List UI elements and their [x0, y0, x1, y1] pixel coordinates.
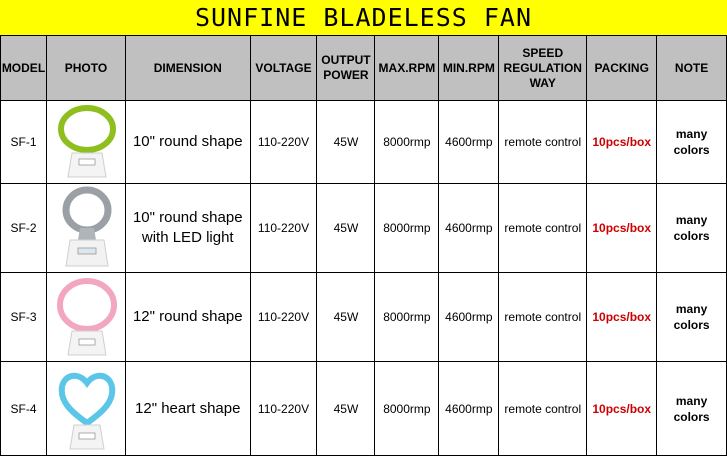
min-rpm-cell: 4600rmp [439, 101, 499, 184]
header-photo: PHOTO [46, 36, 125, 101]
note-cell: many colors [657, 101, 727, 184]
dimension-cell: 10" round shape [125, 101, 250, 184]
voltage-cell: 110-220V [250, 101, 317, 184]
note-cell: many colors [657, 362, 727, 456]
spec-table [0, 35, 727, 456]
min-rpm-cell: 4600rmp [439, 362, 499, 456]
model-cell: SF-4 [1, 362, 47, 456]
title-bar [0, 0, 727, 36]
power-cell: 45W [317, 273, 375, 362]
page-title: SUNFINE BLADELESS FAN [194, 3, 533, 32]
max-rpm-cell: 8000rmp [375, 273, 439, 362]
header-voltage: VOLTAGE [250, 36, 317, 101]
header-output-power: OUTPUT POWER [317, 36, 375, 101]
speed-regulation-cell: remote control [499, 101, 587, 184]
dimension-cell: 10" round shape with LED light [125, 184, 250, 273]
photo-cell [46, 273, 125, 362]
table-row [1, 362, 727, 456]
max-rpm-cell: 8000rmp [375, 101, 439, 184]
note-cell: many colors [657, 184, 727, 273]
voltage-cell: 110-220V [250, 273, 317, 362]
photo-cell [46, 101, 125, 184]
dimension-cell: 12" round shape [125, 273, 250, 362]
dimension-cell: 12" heart shape [125, 362, 250, 456]
model-cell: SF-2 [1, 184, 47, 273]
model-cell: SF-3 [1, 273, 47, 362]
pink-round-fan-icon [50, 275, 122, 359]
packing-cell: 10pcs/box [587, 101, 657, 184]
green-round-fan-icon [50, 103, 122, 181]
header-note: NOTE [657, 36, 727, 101]
header-model: MODEL [1, 36, 47, 101]
packing-cell: 10pcs/box [587, 362, 657, 456]
speed-regulation-cell: remote control [499, 184, 587, 273]
header-row [1, 36, 727, 101]
note-cell: many colors [657, 273, 727, 362]
min-rpm-cell: 4600rmp [439, 184, 499, 273]
speed-regulation-cell: remote control [499, 273, 587, 362]
header-min-rpm: MIN.RPM [439, 36, 499, 101]
grey-round-fan-led-icon [50, 186, 122, 270]
photo-cell [46, 362, 125, 456]
speed-regulation-cell: remote control [499, 362, 587, 456]
packing-cell: 10pcs/box [587, 273, 657, 362]
header-dimension: DIMENSION [125, 36, 250, 101]
max-rpm-cell: 8000rmp [375, 184, 439, 273]
table-row [1, 273, 727, 362]
blue-heart-fan-icon [50, 365, 122, 453]
model-cell: SF-1 [1, 101, 47, 184]
power-cell: 45W [317, 362, 375, 456]
voltage-cell: 110-220V [250, 362, 317, 456]
power-cell: 45W [317, 101, 375, 184]
header-max-rpm: MAX.RPM [375, 36, 439, 101]
max-rpm-cell: 8000rmp [375, 362, 439, 456]
min-rpm-cell: 4600rmp [439, 273, 499, 362]
table-row [1, 184, 727, 273]
header-packing: PACKING [587, 36, 657, 101]
table-row [1, 101, 727, 184]
photo-cell [46, 184, 125, 273]
packing-cell: 10pcs/box [587, 184, 657, 273]
header-speed-regulation: SPEED REGULATION WAY [499, 36, 587, 101]
voltage-cell: 110-220V [250, 184, 317, 273]
power-cell: 45W [317, 184, 375, 273]
